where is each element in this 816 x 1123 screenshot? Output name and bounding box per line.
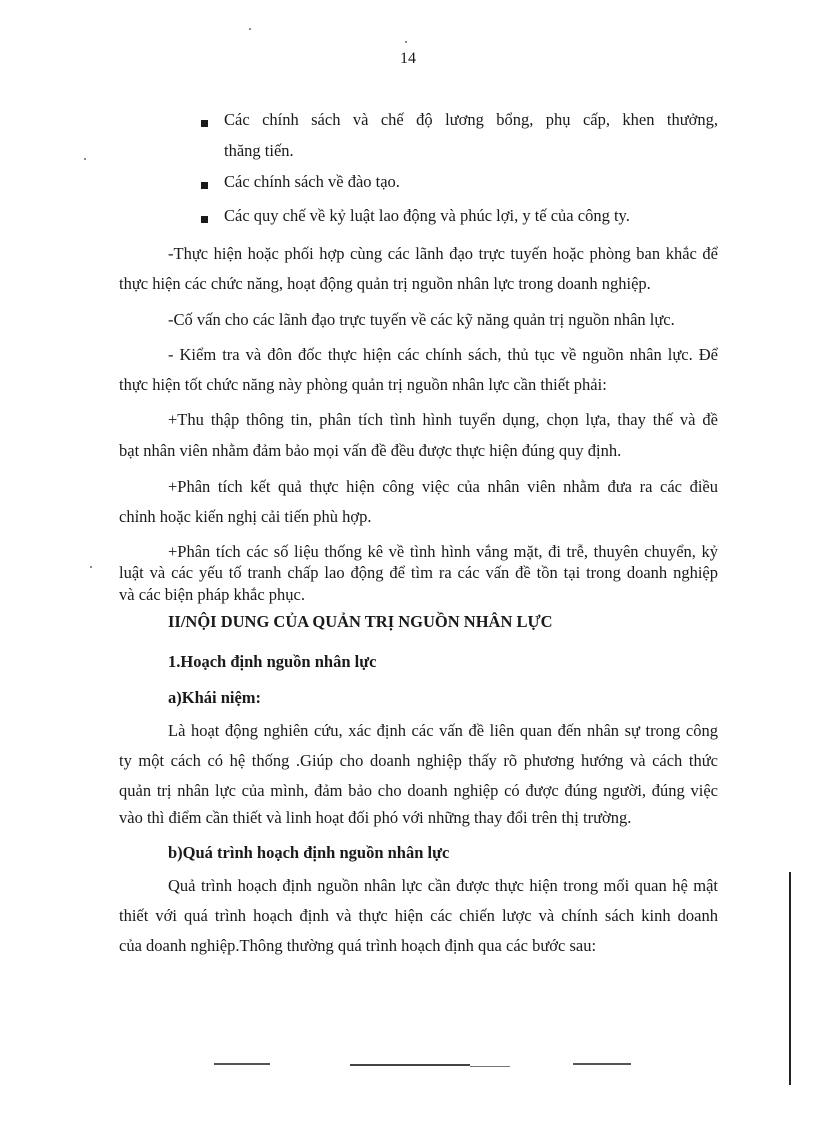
paragraph-1-line2: thực hiện các chức năng, hoạt động quản trị nguồn nhân lực trong doanh nghiệp. (119, 274, 651, 293)
item-a-text-line4: vào thì điểm cần thiết và linh hoạt đối phó với những thay đổi trên thị trường. (119, 808, 632, 827)
scan-speck (405, 41, 407, 43)
scan-artifact-line (350, 1064, 470, 1066)
paragraph-2: -Cố vấn cho các lãnh đạo trực tuyến về các kỹ năng quản trị nguồn nhân lực. (168, 310, 675, 329)
paragraph-6-line1: +Phân tích các số liệu thống kê về tình hình vắng mặt, đi trễ, thuyên chuyển, kỷ (168, 542, 718, 561)
paragraph-1-line1: -Thực hiện hoặc phối hợp cùng các lãnh đạo trực tuyến hoặc phòng ban khắc để (168, 244, 718, 263)
paragraph-3-line1: - Kiểm tra và đôn đốc thực hiện các chính sách, thủ tục về nguồn nhân lực. Để (168, 345, 718, 364)
item-b-text-line2: thiết với quá trình hoạch định và thực hiện các chiến lược và chính sách kinh doanh (119, 906, 718, 925)
item-b-text-line3: của doanh nghiệp.Thông thường quá trình hoạch định qua các bước sau: (119, 936, 597, 955)
paragraph-5-line1: +Phân tích kết quả thực hiện công việc của nhân viên nhằm đưa ra các điều (168, 477, 718, 496)
scan-edge-line (789, 872, 791, 1085)
scan-artifact-line (470, 1066, 510, 1067)
section-heading: II/NỘI DUNG CỦA QUẢN TRỊ NGUỒN NHÂN LỰC (168, 612, 553, 631)
bullet-marker (201, 120, 208, 127)
scan-speck (90, 566, 92, 568)
scan-artifact-line (214, 1063, 270, 1065)
bullet-item-3: Các quy chế về kỷ luật lao động và phúc lợi, y tế của công ty. (224, 206, 630, 225)
bullet-item-2: Các chính sách về đào tạo. (224, 172, 400, 191)
item-a-text-line2: ty một cách có hệ thống .Giúp cho doanh nghiệp thấy rõ phương hướng và cách thức (119, 751, 718, 770)
paragraph-6-line2: luật và các yếu tố tranh chấp lao động để tìm ra các vấn đề tồn tại trong doanh nghiệp (119, 563, 718, 582)
paragraph-6-line3: và các biện pháp khắc phục. (119, 585, 305, 604)
item-a-heading: a)Khái niệm: (168, 688, 262, 707)
page-number: 14 (400, 50, 416, 67)
bullet-marker (201, 216, 208, 223)
paragraph-4-line1: +Thu thập thông tin, phân tích tình hình tuyển dụng, chọn lựa, thay thế và đề (168, 410, 718, 429)
item-b-heading: b)Quá trình hoạch định nguồn nhân lực (168, 843, 450, 862)
bullet-item-1-line1: Các chính sách và chế độ lương bổng, phụ cấp, khen thưởng, (224, 110, 718, 129)
subsection-heading: 1.Hoạch định nguồn nhân lực (168, 652, 377, 671)
bullet-item-1-line2: thăng tiến. (224, 141, 294, 160)
item-a-text-line1: Là hoạt động nghiên cứu, xác định các vấn đề liên quan đến nhân sự trong công (168, 721, 718, 740)
scan-artifact-line (573, 1063, 631, 1065)
paragraph-5-line2: chỉnh hoặc kiến nghị cải tiến phù hợp. (119, 507, 372, 526)
scan-speck (84, 158, 86, 160)
bullet-marker (201, 182, 208, 189)
item-b-text-line1: Quả trình hoạch định nguồn nhân lực cần được thực hiện trong mối quan hệ mật (168, 876, 718, 895)
item-a-text-line3: quản trị nhân lực của mình, đảm bảo cho doanh nghiệp có được đúng người, đúng việc (119, 781, 718, 800)
paragraph-4-line2: bạt nhân viên nhằm đảm bảo mọi vấn đề đều được thực hiện đúng quy định. (119, 441, 622, 460)
paragraph-3-line2: thực hiện tốt chức năng này phòng quản trị nguồn nhân lực cần thiết phải: (119, 375, 607, 394)
scan-speck (249, 28, 251, 30)
